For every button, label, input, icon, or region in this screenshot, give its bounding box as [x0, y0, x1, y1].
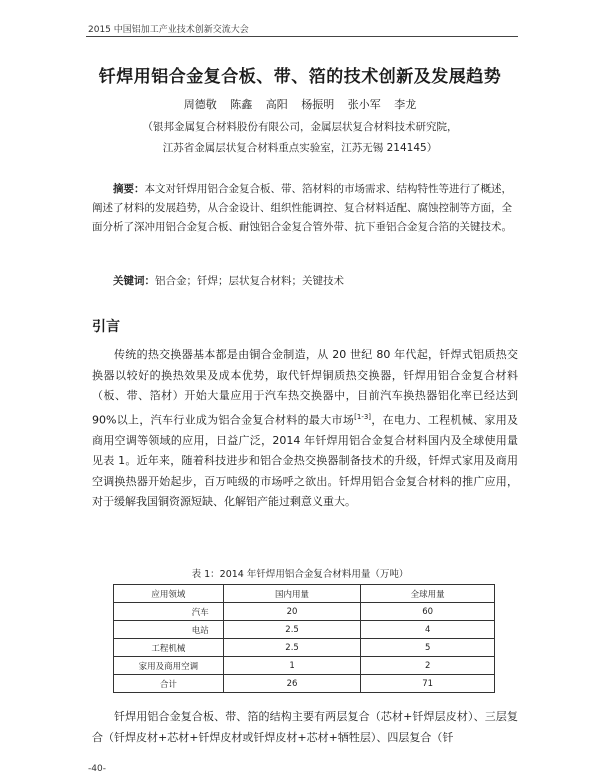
table-row	[114, 657, 495, 675]
abstract-text: 本文对钎焊用铝合金复合板、带、箔材料的市场需求、结构特性等进行了概述，阐述了材料的发展趋势，从合金设计、组织性能调控、复合材料适配、腐蚀控制等方面，全面分析了深冲用铝合金复合板、耐蚀铝合金复合管外带、抗下垂铝合金复合箔的关键技术。	[92, 183, 512, 233]
table-row	[114, 639, 495, 657]
table-cell: 71	[361, 675, 495, 693]
author: 周德敬	[183, 98, 217, 111]
abstract-label: 摘要：	[113, 183, 145, 195]
keywords-text: 铝合金；钎焊；层状复合材料；关键技术	[155, 275, 344, 287]
running-header: 2015 中国铝加工产业技术创新交流大会	[88, 25, 249, 35]
table-cell: 汽车	[114, 603, 224, 621]
affiliation-line-2: 江苏省金属层状复合材料重点实验室，江苏无锡 214145）	[162, 142, 438, 154]
table-header-row	[114, 585, 495, 603]
author: 张小军	[347, 98, 381, 111]
usage-table	[113, 584, 495, 693]
table-cell: 家用及商用空调	[114, 657, 224, 675]
intro-paragraph	[92, 345, 518, 513]
intro-text-part-1: 传统的热交换器基本都是由铜合金制造，从 20 世纪 80 年代起，钎焊式铝质热交换器以较好的换热效果及成本优势，取代钎焊铜质热交换器，钎焊用铝合金复合材料（板、带、箔材）开始大量应用于汽车热交换器中，目前汽车换热器铝化率已经达到 90%以上，汽车行业成为铝合金复合材料的最大市场	[92, 348, 518, 427]
table-cell: 电站	[114, 621, 224, 639]
table-cell: 合计	[114, 675, 224, 693]
affiliation-line-1: （银邦金属复合材料股份有限公司，金属层状复合材料技术研究院，	[142, 121, 458, 133]
author: 杨振明	[301, 98, 335, 111]
citation: [1-3]	[354, 412, 372, 421]
abstract	[92, 180, 516, 237]
column-header: 全球用量	[361, 585, 495, 603]
column-header: 国内用量	[223, 585, 361, 603]
table-caption: 表 1：2014 年钎焊用铝合金复合材料用量（万吨）	[191, 569, 409, 580]
author: 陈鑫	[230, 98, 253, 111]
paper-title: 钎焊用铝合金复合板、带、箔的技术创新及发展趋势	[98, 67, 502, 87]
table-cell: 2.5	[223, 621, 361, 639]
table-cell: 4	[361, 621, 495, 639]
table-cell: 工程机械	[114, 639, 224, 657]
column-header: 应用领域	[114, 585, 224, 603]
table-cell: 60	[361, 603, 495, 621]
page-number: -40-	[88, 764, 106, 774]
table-cell: 2	[361, 657, 495, 675]
keywords-label: 关键词：	[113, 275, 155, 287]
keywords	[113, 273, 513, 288]
table-cell: 20	[223, 603, 361, 621]
intro-text-part-2: ，在电力、工程机械、家用及商用空调等领域的应用，日益广泛，2014 年钎焊用铝合金复合材料国内及全球使用量见表 1。近年来，随着科技进步和铝合金热交换器制备技术的升级，钎焊式家用及商用空调换热器开始起步，百万吨级的市场呼之欲出。钎焊用铝合金复合材料的推广应用，对于缓解我国铜资源短缺、化解铝产能过剩意义重大。	[92, 413, 518, 509]
table-cell: 1	[223, 657, 361, 675]
table-row-total	[114, 675, 495, 693]
header-divider	[86, 36, 518, 37]
section-heading-intro: 引言	[92, 319, 120, 335]
author: 高阳	[265, 98, 288, 111]
author-list	[0, 96, 600, 112]
table-row	[114, 603, 495, 621]
table-cell: 2.5	[223, 639, 361, 657]
continuation-paragraph: 钎焊用铝合金复合板、带、箔的结构主要有两层复合（芯材+钎焊层皮材）、三层复合（钎焊皮材+芯材+钎焊皮材或钎焊皮材+芯材+牺牲层）、四层复合（钎	[92, 710, 518, 744]
author: 李龙	[394, 98, 417, 111]
table-cell: 5	[361, 639, 495, 657]
table-row	[114, 621, 495, 639]
table-cell: 26	[223, 675, 361, 693]
